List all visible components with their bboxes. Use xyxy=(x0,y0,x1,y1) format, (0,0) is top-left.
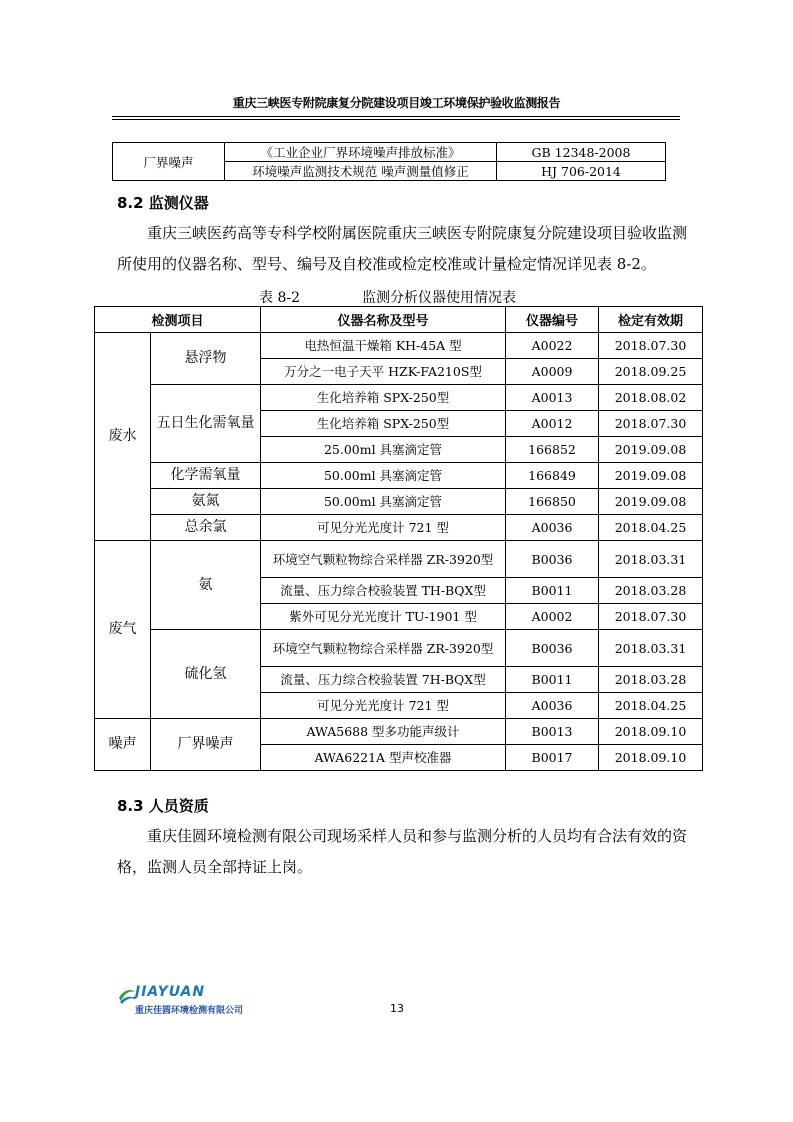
instrument-cell: 电热恒温干燥箱 KH-45A 型 xyxy=(261,333,506,359)
id-cell: A0022 xyxy=(506,333,599,359)
logo-swoosh-icon xyxy=(117,986,137,1006)
valid-cell: 2018.03.28 xyxy=(599,578,703,604)
instrument-cell: 生化培养箱 SPX-250型 xyxy=(261,411,506,437)
header-rule-thick xyxy=(112,116,680,117)
id-cell: B0011 xyxy=(506,578,599,604)
column-header: 检定有效期 xyxy=(599,307,703,333)
table-row xyxy=(95,515,703,541)
item-cell: 五日生化需氧量 xyxy=(151,385,261,463)
table-row xyxy=(95,541,703,578)
instrument-cell: 可见分光光度计 721 型 xyxy=(261,515,506,541)
table-header-row xyxy=(95,307,703,333)
table-caption-number: 表 8-2 xyxy=(259,290,300,306)
instrument-cell: 50.00ml 具塞滴定管 xyxy=(261,489,506,515)
category-cell: 废水 xyxy=(95,333,151,541)
table-row xyxy=(95,489,703,515)
instrument-cell: 万分之一电子天平 HZK-FA210S型 xyxy=(261,359,506,385)
valid-cell: 2018.03.31 xyxy=(599,630,703,667)
section-heading-8-3: 8.3 人员资质 xyxy=(117,797,209,815)
valid-cell: 2018.03.31 xyxy=(599,541,703,578)
item-cell: 氨氮 xyxy=(151,489,261,515)
category-cell: 废气 xyxy=(95,541,151,719)
instrument-cell: 紫外可见分光光度计 TU-1901 型 xyxy=(261,604,506,630)
category-cell: 噪声 xyxy=(95,719,151,771)
id-cell: B0036 xyxy=(506,541,599,578)
report-header-title: 重庆三峡医专附院康复分院建设项目竣工环境保护验收监测报告 xyxy=(232,96,561,110)
id-cell: 166849 xyxy=(506,463,599,489)
standard-code: HJ 706-2014 xyxy=(497,162,666,181)
valid-cell: 2019.09.08 xyxy=(599,489,703,515)
standard-name: 环境噪声监测技术规范 噪声测量值修正 xyxy=(225,162,497,181)
instrument-cell: 50.00ml 具塞滴定管 xyxy=(261,463,506,489)
id-cell: B0013 xyxy=(506,719,599,745)
logo-text: JIAYUAN xyxy=(135,984,206,1000)
id-cell: A0036 xyxy=(506,693,599,719)
id-cell: A0013 xyxy=(506,385,599,411)
item-cell: 厂界噪声 xyxy=(151,719,261,771)
table-row xyxy=(95,463,703,489)
valid-cell: 2018.07.30 xyxy=(599,411,703,437)
valid-cell: 2018.07.30 xyxy=(599,333,703,359)
id-cell: B0017 xyxy=(506,745,599,771)
item-cell: 悬浮物 xyxy=(151,333,261,385)
table-row xyxy=(113,143,666,162)
footer-company-name: 重庆佳圆环境检测有限公司 xyxy=(135,1006,244,1016)
column-header: 仪器编号 xyxy=(506,307,599,333)
table-row xyxy=(95,719,703,745)
section-paragraph-8-3: 重庆佳圆环境检测有限公司现场采样人员和参与监测分析的人员均有合法有效的资格，监测人员全部持证上岗。 xyxy=(117,827,688,876)
company-logo xyxy=(117,984,277,1018)
item-cell: 总余氯 xyxy=(151,515,261,541)
standards-table xyxy=(112,142,666,181)
valid-cell: 2018.03.28 xyxy=(599,667,703,693)
instrument-cell: 环境空气颗粒物综合采样器 ZR-3920型 xyxy=(261,630,506,667)
id-cell: A0012 xyxy=(506,411,599,437)
instrument-cell: 可见分光光度计 721 型 xyxy=(261,693,506,719)
standards-category: 厂界噪声 xyxy=(113,143,225,181)
instrument-cell: 流量、压力综合校验装置 TH-BQX型 xyxy=(261,578,506,604)
instrument-cell: 环境空气颗粒物综合采样器 ZR-3920型 xyxy=(261,541,506,578)
valid-cell: 2018.09.10 xyxy=(599,745,703,771)
id-cell: A0009 xyxy=(506,359,599,385)
instrument-cell: 流量、压力综合校验装置 7H-BQX型 xyxy=(261,667,506,693)
table-row xyxy=(95,630,703,667)
id-cell: 166852 xyxy=(506,437,599,463)
valid-cell: 2018.04.25 xyxy=(599,515,703,541)
id-cell: A0036 xyxy=(506,515,599,541)
item-cell: 硫化氢 xyxy=(151,630,261,719)
id-cell: 166850 xyxy=(506,489,599,515)
instrument-cell: 25.00ml 具塞滴定管 xyxy=(261,437,506,463)
section-heading-8-2: 8.2 监测仪器 xyxy=(117,194,209,212)
id-cell: B0036 xyxy=(506,630,599,667)
valid-cell: 2018.09.25 xyxy=(599,359,703,385)
table-row xyxy=(95,385,703,411)
valid-cell: 2018.08.02 xyxy=(599,385,703,411)
column-header: 仪器名称及型号 xyxy=(261,307,506,333)
instrument-cell: AWA5688 型多功能声级计 xyxy=(261,719,506,745)
table-caption-title: 监测分析仪器使用情况表 xyxy=(362,290,516,306)
instrument-cell: 生化培养箱 SPX-250型 xyxy=(261,385,506,411)
column-header: 检测项目 xyxy=(95,307,261,333)
instrument-table xyxy=(94,306,703,771)
id-cell: A0002 xyxy=(506,604,599,630)
valid-cell: 2019.09.08 xyxy=(599,463,703,489)
item-cell: 氨 xyxy=(151,541,261,630)
valid-cell: 2019.09.08 xyxy=(599,437,703,463)
valid-cell: 2018.07.30 xyxy=(599,604,703,630)
standard-name: 《工业企业厂界环境噪声排放标准》 xyxy=(225,143,497,162)
page-number: 13 xyxy=(390,1002,404,1015)
instrument-cell: AWA6221A 型声校准器 xyxy=(261,745,506,771)
section-paragraph-8-2: 重庆三峡医药高等专科学校附属医院重庆三峡医专附院康复分院建设项目验收监测所使用的仪器名称、型号、编号及自校准或检定校准或计量检定情况详见表 8-2。 xyxy=(117,224,688,273)
item-cell: 化学需氧量 xyxy=(151,463,261,489)
valid-cell: 2018.04.25 xyxy=(599,693,703,719)
standard-code: GB 12348-2008 xyxy=(497,143,666,162)
id-cell: B0011 xyxy=(506,667,599,693)
header-rule-thin xyxy=(112,119,680,120)
valid-cell: 2018.09.10 xyxy=(599,719,703,745)
table-row xyxy=(95,333,703,359)
